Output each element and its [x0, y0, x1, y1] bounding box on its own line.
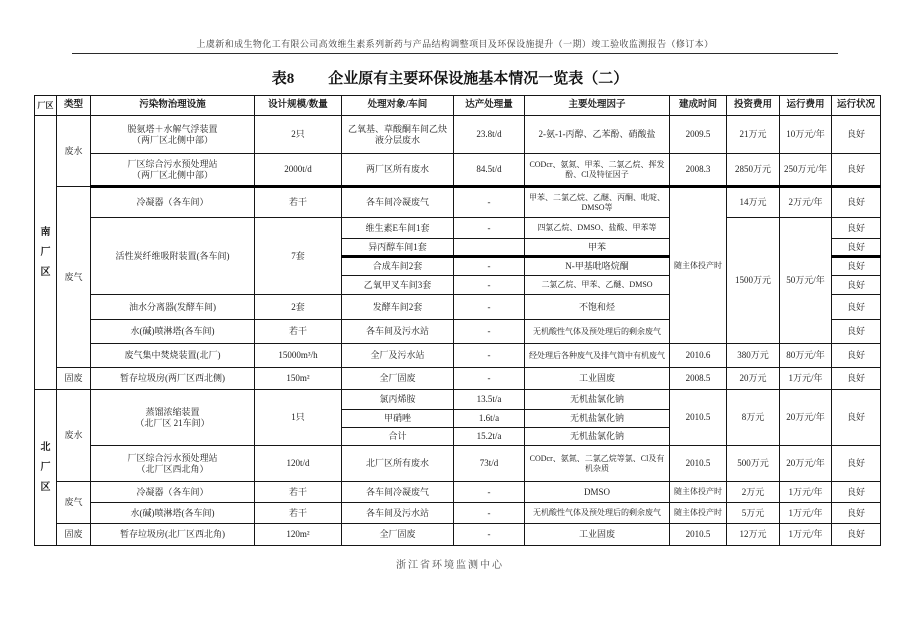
page-footer: 浙江省环境监测中心 — [396, 560, 504, 571]
cell-scale: 2000t/d — [255, 154, 342, 187]
facility-line2: （北厂区西北角） — [136, 463, 209, 474]
cell-built: 2008.5 — [670, 368, 727, 390]
col-header-status: 运行状况 — [832, 96, 881, 116]
cell-factors: 无机酸性气体及预处理后的剩余废气 — [525, 503, 670, 524]
cell-invest: 2万元 — [727, 482, 780, 503]
cell-factors: 2-氨-1-丙醇、乙苯酚、硝酸盐 — [525, 116, 670, 154]
table-row — [35, 187, 881, 218]
cell-cost: 10万元/年 — [780, 116, 832, 154]
cell-target: 乙氧基、草酸酮车间乙炔液分层废水 — [342, 116, 454, 154]
cell-cost-merged: 20万元/年 — [780, 390, 832, 446]
cell-cost: 1万元/年 — [780, 503, 832, 524]
cell-invest: 21万元 — [727, 116, 780, 154]
col-header-built: 建成时间 — [670, 96, 727, 116]
cell-load: - — [454, 503, 525, 524]
cell-factors: 四氯乙烷、DMSO、盐酸、甲苯等 — [525, 218, 670, 239]
cell-status-merged: 良好 — [832, 390, 881, 446]
cell-target: 合成车间2套 — [342, 257, 454, 276]
cell-scale: 2套 — [255, 295, 342, 320]
cell-target: 发酵车间2套 — [342, 295, 454, 320]
cell-invest: 14万元 — [727, 187, 780, 218]
cell-factors: 工业固废 — [525, 524, 670, 546]
cell-status: 良好 — [832, 295, 881, 320]
cell-status: 良好 — [832, 154, 881, 187]
table-row — [35, 344, 881, 368]
cell-cost-merged: 50万元/年 — [780, 218, 832, 344]
cell-target: 两厂区所有废水 — [342, 154, 454, 187]
cell-invest-merged: 8万元 — [727, 390, 780, 446]
cell-target: 合计 — [342, 428, 454, 446]
cell-cost: 80万元/年 — [780, 344, 832, 368]
cell-load: - — [454, 482, 525, 503]
cell-load: 13.5t/a — [454, 390, 525, 410]
cell-invest-merged: 1500万元 — [727, 218, 780, 344]
cell-target: 北厂区所有废水 — [342, 446, 454, 482]
cell-scale: 1只 — [255, 390, 342, 446]
cell-facility — [91, 116, 255, 154]
cell-factors: 甲苯、二氯乙烷、乙醚、丙酮、吡啶、DMSO等 — [525, 187, 670, 218]
cell-status: 良好 — [832, 503, 881, 524]
cell-load: - — [454, 218, 525, 239]
cell-factors: DMSO — [525, 482, 670, 503]
facility-line2: （北厂区 21车间） — [135, 417, 210, 428]
table-row — [35, 154, 881, 187]
cell-factors: 工业固废 — [525, 368, 670, 390]
cell-target: 各车间冷凝废气 — [342, 482, 454, 503]
cell-load: 15.2t/a — [454, 428, 525, 446]
cell-invest: 380万元 — [727, 344, 780, 368]
facility-line1: 蒸馏浓缩装置 — [145, 406, 200, 417]
cell-load: - — [454, 276, 525, 295]
facility-line1: 厂区综合污水预处理站 — [127, 452, 218, 463]
cell-scale: 150m² — [255, 368, 342, 390]
table-number: 表8 — [271, 71, 295, 87]
cell-scale: 120t/d — [255, 446, 342, 482]
cell-invest: 12万元 — [727, 524, 780, 546]
cell-invest: 2850万元 — [727, 154, 780, 187]
cell-status: 良好 — [832, 482, 881, 503]
header-row — [35, 96, 881, 116]
cell-load: - — [454, 368, 525, 390]
cell-factors: N-甲基吡咯烷酮 — [525, 257, 670, 276]
cell-factors: 无机酸性气体及预处理后的剩余废气 — [525, 320, 670, 344]
table-row — [35, 503, 881, 524]
cell-built: 2008.3 — [670, 154, 727, 187]
cell-target: 氯丙烯胺 — [342, 390, 454, 410]
col-header-invest: 投资费用 — [727, 96, 780, 116]
cell-target: 全厂及污水站 — [342, 344, 454, 368]
cell-cost: 1万元/年 — [780, 482, 832, 503]
cell-factors: 无机盐氯化钠 — [525, 428, 670, 446]
table-title — [0, 67, 900, 88]
region-label-north: 北厂区 — [35, 390, 57, 546]
cell-cost: 1万元/年 — [780, 368, 832, 390]
cell-scale: 15000m³/h — [255, 344, 342, 368]
cell-status: 良好 — [832, 239, 881, 257]
cell-built: 2009.5 — [670, 116, 727, 154]
cell-target: 全厂固废 — [342, 524, 454, 546]
cell-built: 2010.6 — [670, 344, 727, 368]
cell-cost: 250万元/年 — [780, 154, 832, 187]
cell-invest: 20万元 — [727, 368, 780, 390]
type-label-wastewater: 废水 — [57, 116, 91, 187]
cell-load: - — [454, 257, 525, 276]
cell-built: 随主体投产时 — [670, 482, 727, 503]
col-header-load: 达产处理量 — [454, 96, 525, 116]
cell-target: 各车间及污水站 — [342, 503, 454, 524]
cell-invest: 5万元 — [727, 503, 780, 524]
cell-target: 各车间及污水站 — [342, 320, 454, 344]
cell-factors: CODcr、氨氮、二氯乙烷等氯、Cl及有机杂质 — [525, 446, 670, 482]
facilities-table — [34, 95, 881, 546]
cell-facility: 水(碱)喷淋塔(各车间) — [91, 320, 255, 344]
cell-facility: 活性炭纤维吸附装置(各车间) — [91, 218, 255, 295]
cell-status: 良好 — [832, 524, 881, 546]
cell-factors: 甲苯 — [525, 239, 670, 257]
cell-scale: 2只 — [255, 116, 342, 154]
cell-load: 23.8t/d — [454, 116, 525, 154]
cell-factors: 经处理后各种废气及排气筒中有机废气 — [525, 344, 670, 368]
cell-cost: 20万元/年 — [780, 446, 832, 482]
cell-cost: 2万元/年 — [780, 187, 832, 218]
cell-scale: 若干 — [255, 503, 342, 524]
cell-target: 乙氧甲叉车间3套 — [342, 276, 454, 295]
facility-line1: 厂区综合污水预处理站 — [127, 158, 218, 169]
cell-load: - — [454, 187, 525, 218]
cell-target: 各车间冷凝废气 — [342, 187, 454, 218]
cell-status: 良好 — [832, 368, 881, 390]
cell-target: 全厂固废 — [342, 368, 454, 390]
report-header: 上虞新和成生物化工有限公司高效维生素系列新药与产品结构调整项目及环保设施提升（一期）竣工验收监测报告（修订本） — [72, 37, 838, 54]
facility-line2: （两厂区北侧中部） — [131, 134, 213, 145]
col-header-facility: 污染物治理设施 — [91, 96, 255, 116]
cell-facility: 冷凝器（各车间） — [91, 482, 255, 503]
cell-load: - — [454, 320, 525, 344]
cell-load: - — [454, 524, 525, 546]
cell-built: 2010.5 — [670, 446, 727, 482]
cell-target: 维生素E车间1套 — [342, 218, 454, 239]
cell-built: 随主体投产时 — [670, 503, 727, 524]
table-row — [35, 524, 881, 546]
table-row — [35, 368, 881, 390]
facility-line2: （两厂区北侧中部） — [131, 169, 213, 180]
cell-facility: 冷凝器（各车间） — [91, 187, 255, 218]
cell-target: 甲硝唑 — [342, 410, 454, 428]
table-row — [35, 390, 881, 410]
cell-load — [454, 239, 525, 257]
cell-invest: 500万元 — [727, 446, 780, 482]
cell-status: 良好 — [832, 276, 881, 295]
cell-factors: 二氯乙烷、甲苯、乙醚、DMSO — [525, 276, 670, 295]
cell-built-merged: 随主体投产时 — [670, 187, 727, 344]
type-label-wastegas: 废气 — [57, 187, 91, 368]
cell-status: 良好 — [832, 320, 881, 344]
table-row — [35, 482, 881, 503]
cell-factors: 无机盐氯化钠 — [525, 410, 670, 428]
cell-factors: CODcr、氨氮、甲苯、二氯乙烷、挥发酚、Cl及特征因子 — [525, 154, 670, 187]
cell-factors: 无机盐氯化钠 — [525, 390, 670, 410]
cell-facility: 废气集中焚烧装置(北厂) — [91, 344, 255, 368]
cell-load: - — [454, 344, 525, 368]
table-row — [35, 116, 881, 154]
cell-status: 良好 — [832, 187, 881, 218]
col-header-region: 厂区 — [35, 96, 57, 116]
cell-facility — [91, 446, 255, 482]
cell-built-merged: 2010.5 — [670, 390, 727, 446]
type-label-solidwaste: 固废 — [57, 524, 91, 546]
type-label-solidwaste: 固废 — [57, 368, 91, 390]
table-title-text: 企业原有主要环保设施基本情况一览表（二） — [328, 71, 629, 87]
cell-scale: 若干 — [255, 187, 342, 218]
cell-load: 73t/d — [454, 446, 525, 482]
cell-scale: 7套 — [255, 218, 342, 295]
table-row — [35, 218, 881, 239]
cell-scale: 若干 — [255, 320, 342, 344]
cell-status: 良好 — [832, 446, 881, 482]
cell-factors: 不饱和烃 — [525, 295, 670, 320]
cell-facility: 暂存垃圾房(北厂区西北角) — [91, 524, 255, 546]
col-header-factors: 主要处理因子 — [525, 96, 670, 116]
cell-status: 良好 — [832, 218, 881, 239]
region-label-south: 南厂区 — [35, 116, 57, 390]
cell-facility — [91, 154, 255, 187]
table-row — [35, 446, 881, 482]
cell-scale: 若干 — [255, 482, 342, 503]
col-header-scale: 设计规模/数量 — [255, 96, 342, 116]
cell-load: 1.6t/a — [454, 410, 525, 428]
cell-facility: 暂存垃圾房(两厂区西北侧) — [91, 368, 255, 390]
cell-facility — [91, 390, 255, 446]
cell-facility: 油水分离器(发酵车间) — [91, 295, 255, 320]
type-label-wastewater: 废水 — [57, 390, 91, 482]
type-label-wastegas: 废气 — [57, 482, 91, 524]
cell-status: 良好 — [832, 257, 881, 276]
cell-status: 良好 — [832, 116, 881, 154]
cell-scale: 120m² — [255, 524, 342, 546]
col-header-target: 处理对象/车间 — [342, 96, 454, 116]
cell-built: 2010.5 — [670, 524, 727, 546]
cell-load: 84.5t/d — [454, 154, 525, 187]
cell-facility: 水(碱)喷淋塔(各车间) — [91, 503, 255, 524]
cell-status: 良好 — [832, 344, 881, 368]
cell-target: 异丙醇车间1套 — [342, 239, 454, 257]
cell-cost: 1万元/年 — [780, 524, 832, 546]
cell-load: - — [454, 295, 525, 320]
col-header-cost: 运行费用 — [780, 96, 832, 116]
col-header-type: 类型 — [57, 96, 91, 116]
facility-line1: 脱氨塔＋水解气浮装置 — [127, 123, 218, 134]
